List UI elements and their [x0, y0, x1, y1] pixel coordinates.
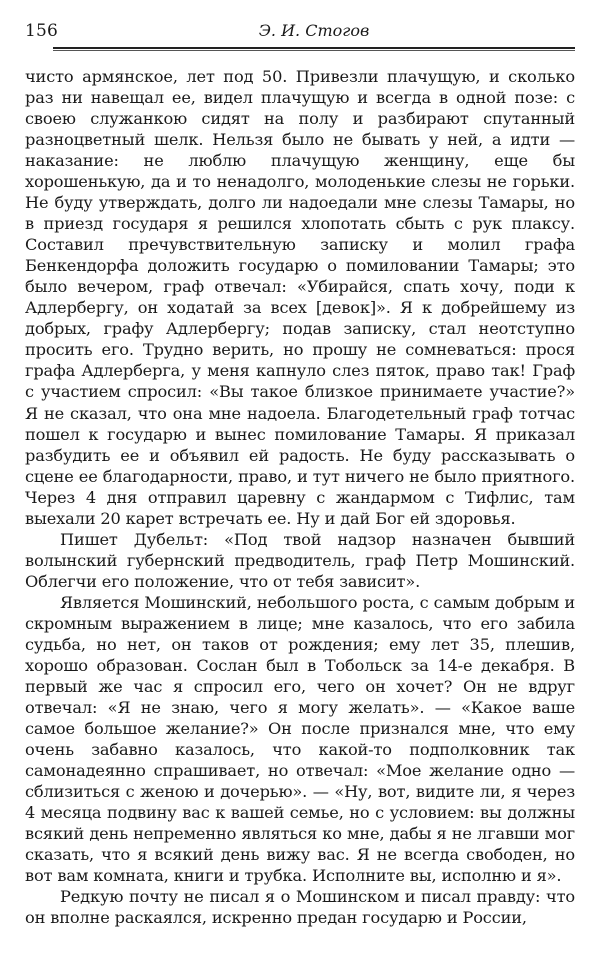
paragraph-2: Пишет Дубельт: «Под твой надзор назначен бывший волынский губернский предводитель, граф Петр Мошинский. Облегчи его положение, что от тебя зависит». [25, 529, 575, 591]
running-head-author: Э. И. Стогов [258, 21, 370, 40]
body-text [25, 66, 575, 928]
paragraph-4: Редкую почту не писал я о Мошинском и писал правду: что он вполне раскаялся, искренно предан государю и России, [25, 887, 575, 928]
header-rule [53, 47, 575, 51]
paragraph-1: чисто армянское, лет под 50. Привезли плачущую, и сколько раз ни навещал ее, видел плачущую и всегда в одной позе: с своею служанкою сидят на полу и разбирают спутанный разноцветный шелк. Нельзя было не бывать у ней, а идти — наказание: не люблю плачущую женщину, еще бы хорошенькую, да и то ненадолго, молоденькие слезы не горьки. Не буду утверждать, долго ли надоедали мне слезы Тамары, но в приезд государя я решился хлопотать сбыть с рук плаксу. Составил пречувствительную записку и молил графа Бенкендорфа доложить государю о помиловании Тамары; это было вечером, граф отвечал: «Убирайся, спать хочу, поди к Адлербергу, он ходатай за всех [девок]». Я к добрейшему из добрых, графу Адлербергу; подав записку, стал неотступно просить его. Трудно верить, но прошу не сомневаться: прося графа Адлерберга, у меня капнуло слез пяток, право так! Граф с участием спросил: «Вы такое близкое принимаете участие?» Я не сказал, что она мне надоела. Благодетельный граф тотчас пошел к государю и вынес помилование Тамары. Я приказал разбудить ее и объявил ей радость. Не буду рассказывать о сцене ее благодарности, право, и тут ничего не было приятного. Через 4 дня отправил царевну с жандармом с Тифлис, там выехали 20 карет встречать ее. Ну и дай Бог ей здоровья. [25, 67, 575, 528]
page-header [25, 19, 575, 53]
paragraph-3: Является Мошинский, небольшого роста, с самым добрым и скромным выражением в лице; мне казалось, что его забила судьба, но нет, он таков от рождения; ему лет 35, плешив, хорошо образован. Сослан был в Тобольск за 14-е декабря. В первый же час я спросил его, чего он хочет? Он не вдруг отвечал: «Я не знаю, чего я могу желать». — «Какое ваше самое большое желание?» Он после признался мне, что ему очень забавно казалось, что какой-то подполковник так самонадеянно спрашивает, но отвечал: «Мое желание одно — сблизиться с женою и дочерью». — «Ну, вот, видите ли, я через 4 месяца подвину вас к вашей семье, но с условием: вы должны всякий день непременно являться ко мне, дабы я не лгавши мог сказать, что я всякий день вижу вас. Я не всегда свободен, но вот вам комната, книги и трубка. Исполните вы, исполню и я». [25, 592, 575, 886]
page-number: 156 [25, 21, 59, 41]
